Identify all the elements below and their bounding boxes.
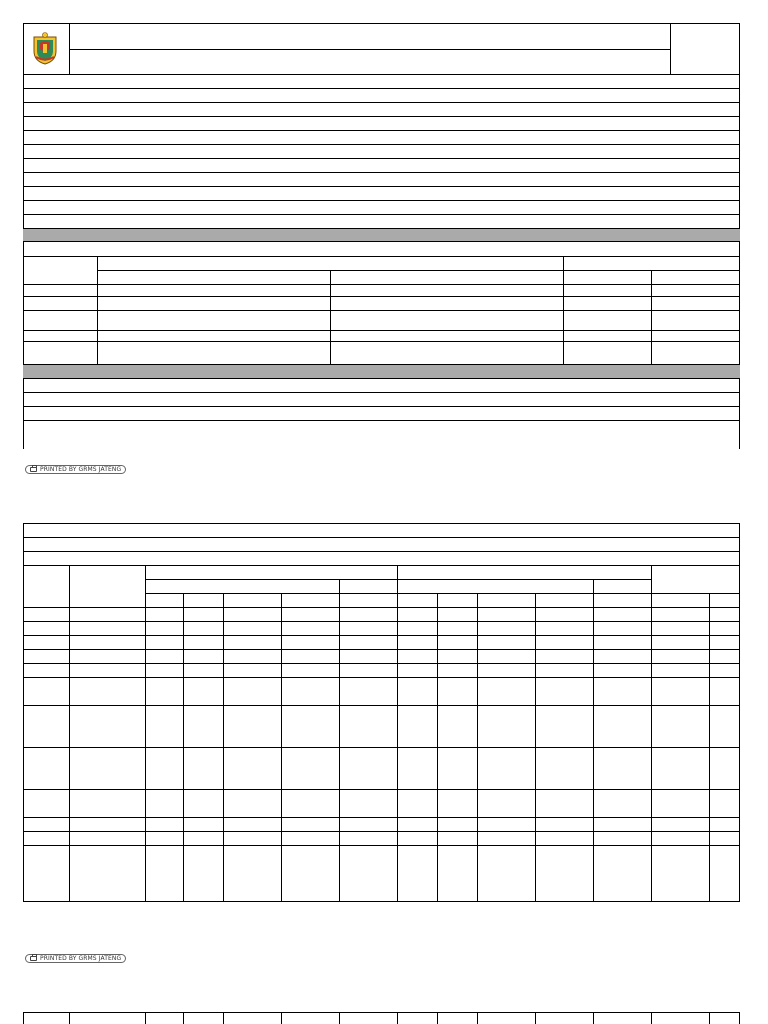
provincial-emblem-icon xyxy=(31,31,59,65)
header-mid-line xyxy=(69,49,671,50)
print-stamp-label: PRINTED BY GRMS JATENG xyxy=(40,466,122,473)
section-band-1 xyxy=(23,228,740,242)
print-stamp xyxy=(25,465,126,474)
section-band-2 xyxy=(23,364,740,379)
printer-icon xyxy=(30,956,37,961)
print-stamp xyxy=(25,954,126,963)
print-stamp-label: PRINTED BY GRMS JATENG xyxy=(40,955,122,962)
printer-icon xyxy=(30,467,37,472)
